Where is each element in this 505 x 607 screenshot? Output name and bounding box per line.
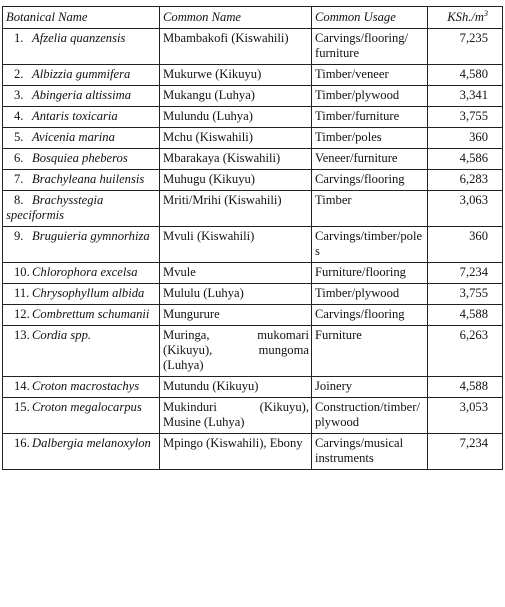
common-usage: Furniture/flooring bbox=[312, 263, 428, 284]
common-name: Mukinduri (Kikuyu), Musine (Luhya) bbox=[160, 398, 312, 434]
table-row bbox=[3, 191, 503, 227]
row-number: 11. bbox=[14, 286, 30, 300]
table-row bbox=[3, 398, 503, 434]
botanical-name: Afzelia quanzensis bbox=[32, 31, 126, 45]
price-per-cubic-metre: 4,588 bbox=[428, 305, 503, 326]
table-row bbox=[3, 128, 503, 149]
row-number: 2. bbox=[14, 67, 24, 81]
row-number: 7. bbox=[14, 172, 24, 186]
price-per-cubic-metre: 7,234 bbox=[428, 434, 503, 470]
common-name: Mchu (Kiswahili) bbox=[160, 128, 312, 149]
common-name: Mulundu (Luhya) bbox=[160, 107, 312, 128]
header-price-unit: KSh./m bbox=[447, 10, 484, 24]
common-usage: Carvings/flooring bbox=[312, 305, 428, 326]
table-row bbox=[3, 29, 503, 65]
common-usage: Veneer/furniture bbox=[312, 149, 428, 170]
botanical-name: Bosquiea pheberos bbox=[32, 151, 128, 165]
common-usage: Carvings/musical instruments bbox=[312, 434, 428, 470]
table-row bbox=[3, 284, 503, 305]
row-number: 12. bbox=[14, 307, 30, 321]
price-per-cubic-metre: 360 bbox=[428, 128, 503, 149]
botanical-name-cell bbox=[3, 326, 160, 377]
price-per-cubic-metre: 360 bbox=[428, 227, 503, 263]
price-per-cubic-metre: 4,588 bbox=[428, 377, 503, 398]
table-row bbox=[3, 326, 503, 377]
common-name: Muringa, mukomari (Kikuyu), mungoma (Luhya) bbox=[160, 326, 312, 377]
botanical-name-cell bbox=[3, 128, 160, 149]
header-botanical-name: Botanical Name bbox=[3, 7, 160, 29]
common-name: Mriti/Mrihi (Kiswahili) bbox=[160, 191, 312, 227]
botanical-name: Croton megalocarpus bbox=[32, 400, 142, 414]
botanical-name: Chrysophyllum albida bbox=[32, 286, 145, 300]
price-per-cubic-metre: 3,755 bbox=[428, 107, 503, 128]
row-number: 13. bbox=[14, 328, 30, 342]
table-row bbox=[3, 377, 503, 398]
botanical-name: Bruguieria gymnorhiza bbox=[32, 229, 150, 243]
price-per-cubic-metre: 3,063 bbox=[428, 191, 503, 227]
botanical-name: Dalbergia melanoxylon bbox=[32, 436, 151, 450]
common-usage: Timber/plywood bbox=[312, 86, 428, 107]
price-per-cubic-metre: 3,755 bbox=[428, 284, 503, 305]
common-usage: Carvings/flooring/ furniture bbox=[312, 29, 428, 65]
botanical-name: Cordia spp. bbox=[32, 328, 92, 342]
botanical-name-cell bbox=[3, 263, 160, 284]
common-name: Mululu (Luhya) bbox=[160, 284, 312, 305]
row-number: 6. bbox=[14, 151, 24, 165]
common-usage: Timber/poles bbox=[312, 128, 428, 149]
row-number: 15. bbox=[14, 400, 30, 414]
price-per-cubic-metre: 3,053 bbox=[428, 398, 503, 434]
table-row bbox=[3, 107, 503, 128]
common-usage: Timber/furniture bbox=[312, 107, 428, 128]
botanical-name: Brachysstegia speciformis bbox=[6, 193, 104, 222]
botanical-name: Albizzia gummifera bbox=[32, 67, 131, 81]
row-number: 10. bbox=[14, 265, 30, 279]
row-number: 8. bbox=[14, 193, 24, 207]
common-usage: Carvings/flooring bbox=[312, 170, 428, 191]
botanical-name: Abingeria altissima bbox=[32, 88, 132, 102]
common-usage: Timber bbox=[312, 191, 428, 227]
row-number: 5. bbox=[14, 130, 24, 144]
botanical-name: Croton macrostachys bbox=[32, 379, 140, 393]
common-usage: Timber/plywood bbox=[312, 284, 428, 305]
common-usage: Timber/veneer bbox=[312, 65, 428, 86]
table-row bbox=[3, 263, 503, 284]
botanical-name-cell bbox=[3, 398, 160, 434]
table-row bbox=[3, 170, 503, 191]
common-name: Mukurwe (Kikuyu) bbox=[160, 65, 312, 86]
botanical-name-cell bbox=[3, 170, 160, 191]
price-per-cubic-metre: 6,263 bbox=[428, 326, 503, 377]
common-name: Mbarakaya (Kiswahili) bbox=[160, 149, 312, 170]
botanical-name-cell bbox=[3, 86, 160, 107]
timber-species-table bbox=[2, 6, 503, 470]
price-per-cubic-metre: 6,283 bbox=[428, 170, 503, 191]
table-body bbox=[3, 29, 503, 470]
botanical-name: Avicenia marina bbox=[32, 130, 115, 144]
header-common-usage: Common Usage bbox=[312, 7, 428, 29]
row-number: 1. bbox=[14, 31, 24, 45]
table-row bbox=[3, 434, 503, 470]
common-usage: Furniture bbox=[312, 326, 428, 377]
price-per-cubic-metre: 7,234 bbox=[428, 263, 503, 284]
header-price bbox=[428, 7, 503, 29]
botanical-name: Combrettum schumanii bbox=[32, 307, 150, 321]
price-per-cubic-metre: 7,235 bbox=[428, 29, 503, 65]
table-row bbox=[3, 65, 503, 86]
botanical-name-cell bbox=[3, 284, 160, 305]
botanical-name-cell bbox=[3, 107, 160, 128]
table-header-row bbox=[3, 7, 503, 29]
botanical-name-cell bbox=[3, 149, 160, 170]
botanical-name-cell bbox=[3, 305, 160, 326]
botanical-name: Brachyleana huilensis bbox=[32, 172, 145, 186]
botanical-name: Antaris toxicaria bbox=[32, 109, 118, 123]
botanical-name-cell bbox=[3, 434, 160, 470]
row-number: 3. bbox=[14, 88, 24, 102]
botanical-name-cell bbox=[3, 377, 160, 398]
common-name: Mungurure bbox=[160, 305, 312, 326]
common-name: Mukangu (Luhya) bbox=[160, 86, 312, 107]
row-number: 4. bbox=[14, 109, 24, 123]
botanical-name-cell bbox=[3, 29, 160, 65]
common-usage: Carvings/timber/pole s bbox=[312, 227, 428, 263]
common-name: Muhugu (Kikuyu) bbox=[160, 170, 312, 191]
botanical-name-cell bbox=[3, 227, 160, 263]
botanical-name-cell bbox=[3, 65, 160, 86]
row-number: 9. bbox=[14, 229, 24, 243]
common-name: Mutundu (Kikuyu) bbox=[160, 377, 312, 398]
common-usage: Joinery bbox=[312, 377, 428, 398]
row-number: 14. bbox=[14, 379, 30, 393]
row-number: 16. bbox=[14, 436, 30, 450]
table-row bbox=[3, 86, 503, 107]
common-name: Mvule bbox=[160, 263, 312, 284]
price-per-cubic-metre: 3,341 bbox=[428, 86, 503, 107]
price-per-cubic-metre: 4,586 bbox=[428, 149, 503, 170]
table-row bbox=[3, 227, 503, 263]
table-row bbox=[3, 305, 503, 326]
common-name: Mvuli (Kiswahili) bbox=[160, 227, 312, 263]
header-common-name: Common Name bbox=[160, 7, 312, 29]
header-price-unit-exponent: 3 bbox=[484, 8, 488, 18]
common-usage: Construction/timber/ plywood bbox=[312, 398, 428, 434]
price-per-cubic-metre: 4,580 bbox=[428, 65, 503, 86]
botanical-name-cell bbox=[3, 191, 160, 227]
document-page bbox=[2, 6, 502, 470]
botanical-name: Chlorophora excelsa bbox=[32, 265, 138, 279]
common-name: Mbambakofi (Kiswahili) bbox=[160, 29, 312, 65]
table-row bbox=[3, 149, 503, 170]
common-name: Mpingo (Kiswahili), Ebony bbox=[160, 434, 312, 470]
